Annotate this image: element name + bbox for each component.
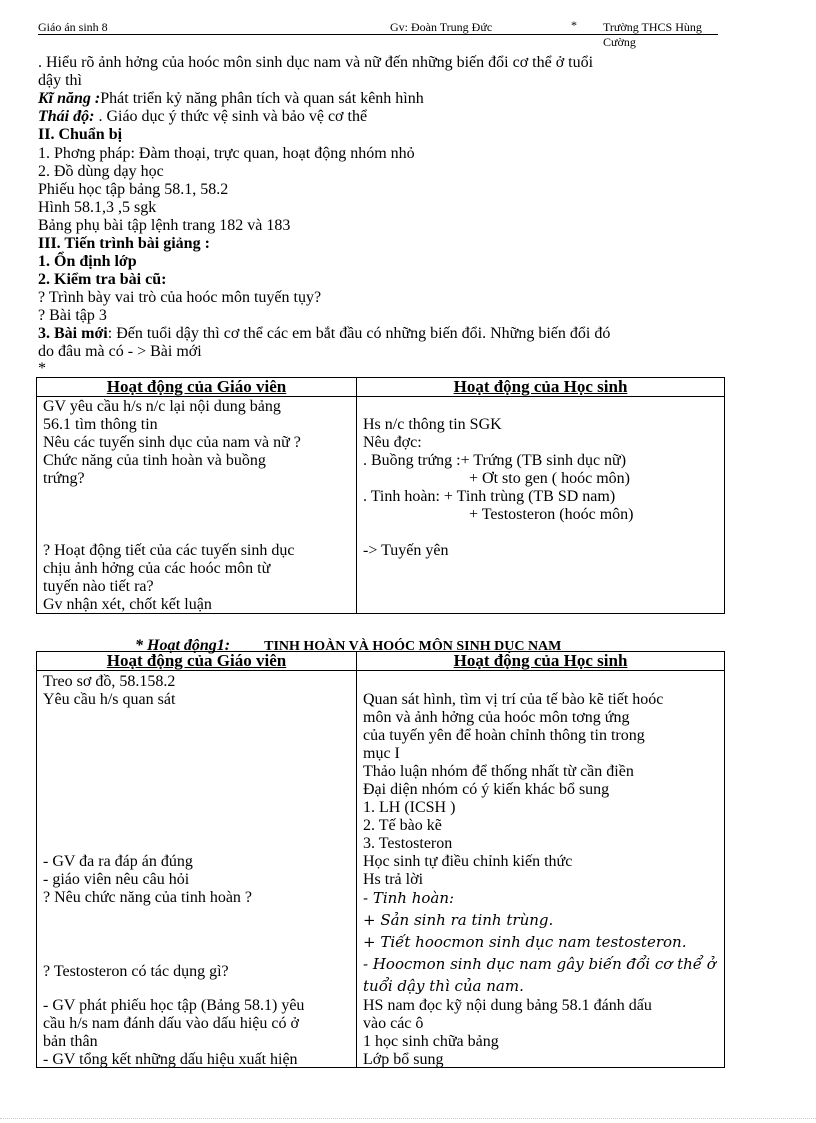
table2-header-teacher: Hoạt động của Giáo viên [37,652,357,671]
t1-teacher-line: 56.1 tìm thông tin [43,416,158,433]
prep-line-5: Bảng phụ bài tập lệnh trang 182 và 183 [38,217,291,234]
prep-title: II. Chuẩn bị [38,126,123,143]
t2-teacher-line: ? Nêu chức năng của tinh hoàn ? [43,889,253,906]
t1-teacher-line: Nêu các tuyến sinh dục của nam và nữ ? [43,434,301,451]
t1-student-line: -> Tuyến yên [363,542,449,559]
t2-student-line: - Tinh hoàn: [363,889,455,907]
attitude-line [38,108,367,126]
step-3-label: 3. Bài mới [38,325,108,342]
t2-student-line: 1. LH (ICSH ) [363,799,456,816]
skill-label: Kĩ năng : [38,90,101,107]
t1-student-line: + Testosteron (hoóc môn) [469,506,634,523]
t1-teacher-line: tuyến nào tiết ra? [43,578,154,595]
t2-student-line: mục I [363,745,400,762]
activity-1-label: * Hoạt động1: [135,637,231,654]
table1-header-student: Hoạt động của Học sinh [357,378,725,397]
table1-header-teacher: Hoạt động của Giáo viên [37,378,357,397]
t2-student-line: của tuyến yên để hoàn chỉnh thông tin trong [363,727,645,744]
t1-teacher-line: ? Hoạt động tiết của các tuyến sinh dục [43,542,295,559]
objective-line-1: . Hiểu rõ ảnh hởng của hoóc môn sinh dục nam và nữ đến những biến đổi cơ thể ở tuổi [38,54,594,71]
t2-teacher-line: - GV tổng kết những dấu hiệu xuất hiện [43,1051,298,1068]
step-3-line-2: do đâu mà có - > Bài mới [38,343,202,360]
prep-line-2: 2. Đồ dùng dạy học [38,163,164,180]
question-2: ? Bài tập 3 [38,307,107,324]
t2-teacher-line: bản thân [43,1033,98,1050]
t2-teacher-line: - giáo viên nêu câu hỏi [43,871,190,888]
step-1: 1. Ổn định lớp [38,253,137,270]
attitude-label: Thái độ: [38,108,95,125]
t2-student-line: - Hoocmon sinh dục nam gây biến đổi cơ thể ở [363,955,716,973]
prep-line-4: Hình 58.1,3 ,5 sgk [38,199,157,216]
t2-student-line: Quan sát hình, tìm vị trí của tế bào kẽ tiết hoóc [363,691,664,708]
t2-student-line: HS nam đọc kỹ nội dung bảng 58.1 đánh dấu [363,997,652,1014]
t1-teacher-line: GV yêu cầu h/s n/c lại nội dung bảng [43,398,281,415]
t1-teacher-line: trứng? [43,470,85,487]
header-star: * [571,18,577,32]
page-header [38,18,718,49]
table1-teacher-cell [37,397,357,614]
star-marker: * [38,360,46,377]
t2-teacher-line: Treo sơ đồ, 58.158.2 [43,673,176,690]
table2-header-student: Hoạt động của Học sinh [357,652,725,671]
t2-student-line: Thảo luận nhóm để thống nhất từ cần điền [363,763,634,780]
t2-teacher-line: - GV phát phiếu học tập (Bảng 58.1) yêu [43,997,305,1014]
t1-student-line: + Ơt sto gen ( hoóc môn) [469,470,630,487]
header-subject: Giáo án sinh 8 [38,20,108,34]
t2-student-line: môn và ảnh hởng của hoóc môn tơng ứng [363,709,630,726]
t2-student-line: + Sản sinh ra tinh trùng. [363,911,554,929]
prep-line-1: 1. Phơng pháp: Đàm thoại, trực quan, hoạt động nhóm nhỏ [38,145,415,162]
step-2: 2. Kiểm tra bài cũ: [38,271,167,288]
header-school: Trường THCS Hùng Cường [603,20,702,49]
skill-line [38,90,424,108]
objective-line-2: dậy thì [38,72,82,89]
activity-1-heading: TINH HOÀN VÀ HOÓC MÔN SINH DỤC NAM [264,639,562,654]
t1-student-line: Hs n/c thông tin SGK [363,416,502,433]
step-3-text: : Đến tuổi dậy thì cơ thể các em bắt đầu có những biến đổi. Những biến đổi đó [107,325,611,342]
t2-teacher-line: - GV đa ra đáp án đúng [43,853,193,870]
t2-student-line: 2. Tế bào kẽ [363,817,442,834]
question-1: ? Trình bày vai trò của hoóc môn tuyến tụy? [38,289,322,306]
t2-student-line: Hs trả lời [363,871,424,888]
t2-student-line: 1 học sinh chữa bảng [363,1033,499,1050]
t2-student-line: tuổi dậy thì của nam. [363,977,524,995]
t2-teacher-line: ? Testosteron có tác dụng gì? [43,963,229,980]
activity-table-2 [36,651,725,1068]
t2-student-line: vào các ô [363,1015,424,1032]
t2-teacher-line: Yêu cầu h/s quan sát [43,691,176,708]
skill-text: Phát triển kỷ năng phân tích và quan sát kênh hình [100,90,424,107]
t2-student-line: Học sinh tự điều chỉnh kiến thức [363,853,573,870]
t1-student-line: Nêu đợc: [363,434,422,451]
t1-teacher-line: chịu ảnh hởng của các hoóc môn từ [43,560,271,577]
table1-student-cell [357,397,725,614]
t1-student-line: . Tinh hoàn: + Tinh trùng (TB SD nam) [363,488,616,505]
process-title: III. Tiến trình bài giảng : [38,235,210,252]
t2-teacher-line: cầu h/s nam đánh dấu vào dấu hiệu có ở [43,1015,299,1032]
header-teacher: Gv: Đoàn Trung Đức [390,20,493,34]
t1-student-line: . Buồng trứng :+ Trứng (TB sinh dục nữ) [363,452,627,469]
t2-student-line: 3. Testosteron [363,835,453,852]
prep-line-3: Phiếu học tập bảng 58.1, 58.2 [38,181,229,198]
t2-student-line: Lớp bổ sung [363,1051,444,1068]
table2-teacher-cell [37,671,357,1068]
activity-table-1 [36,377,725,614]
t2-student-line: + Tiết hoocmon sinh dục nam testosteron. [363,933,687,951]
page-bottom-divider [0,1118,816,1119]
table2-student-cell [357,671,725,1068]
step-3-line [38,325,610,343]
attitude-text: . Giáo dục ý thức vệ sinh và bảo vệ cơ thể [94,108,368,125]
t1-teacher-line: Gv nhận xét, chốt kết luận [43,596,212,613]
t2-student-line: Đại diện nhóm có ý kiến khác bổ sung [363,781,610,798]
t1-teacher-line: Chức năng của tinh hoàn và buồng [43,452,266,469]
